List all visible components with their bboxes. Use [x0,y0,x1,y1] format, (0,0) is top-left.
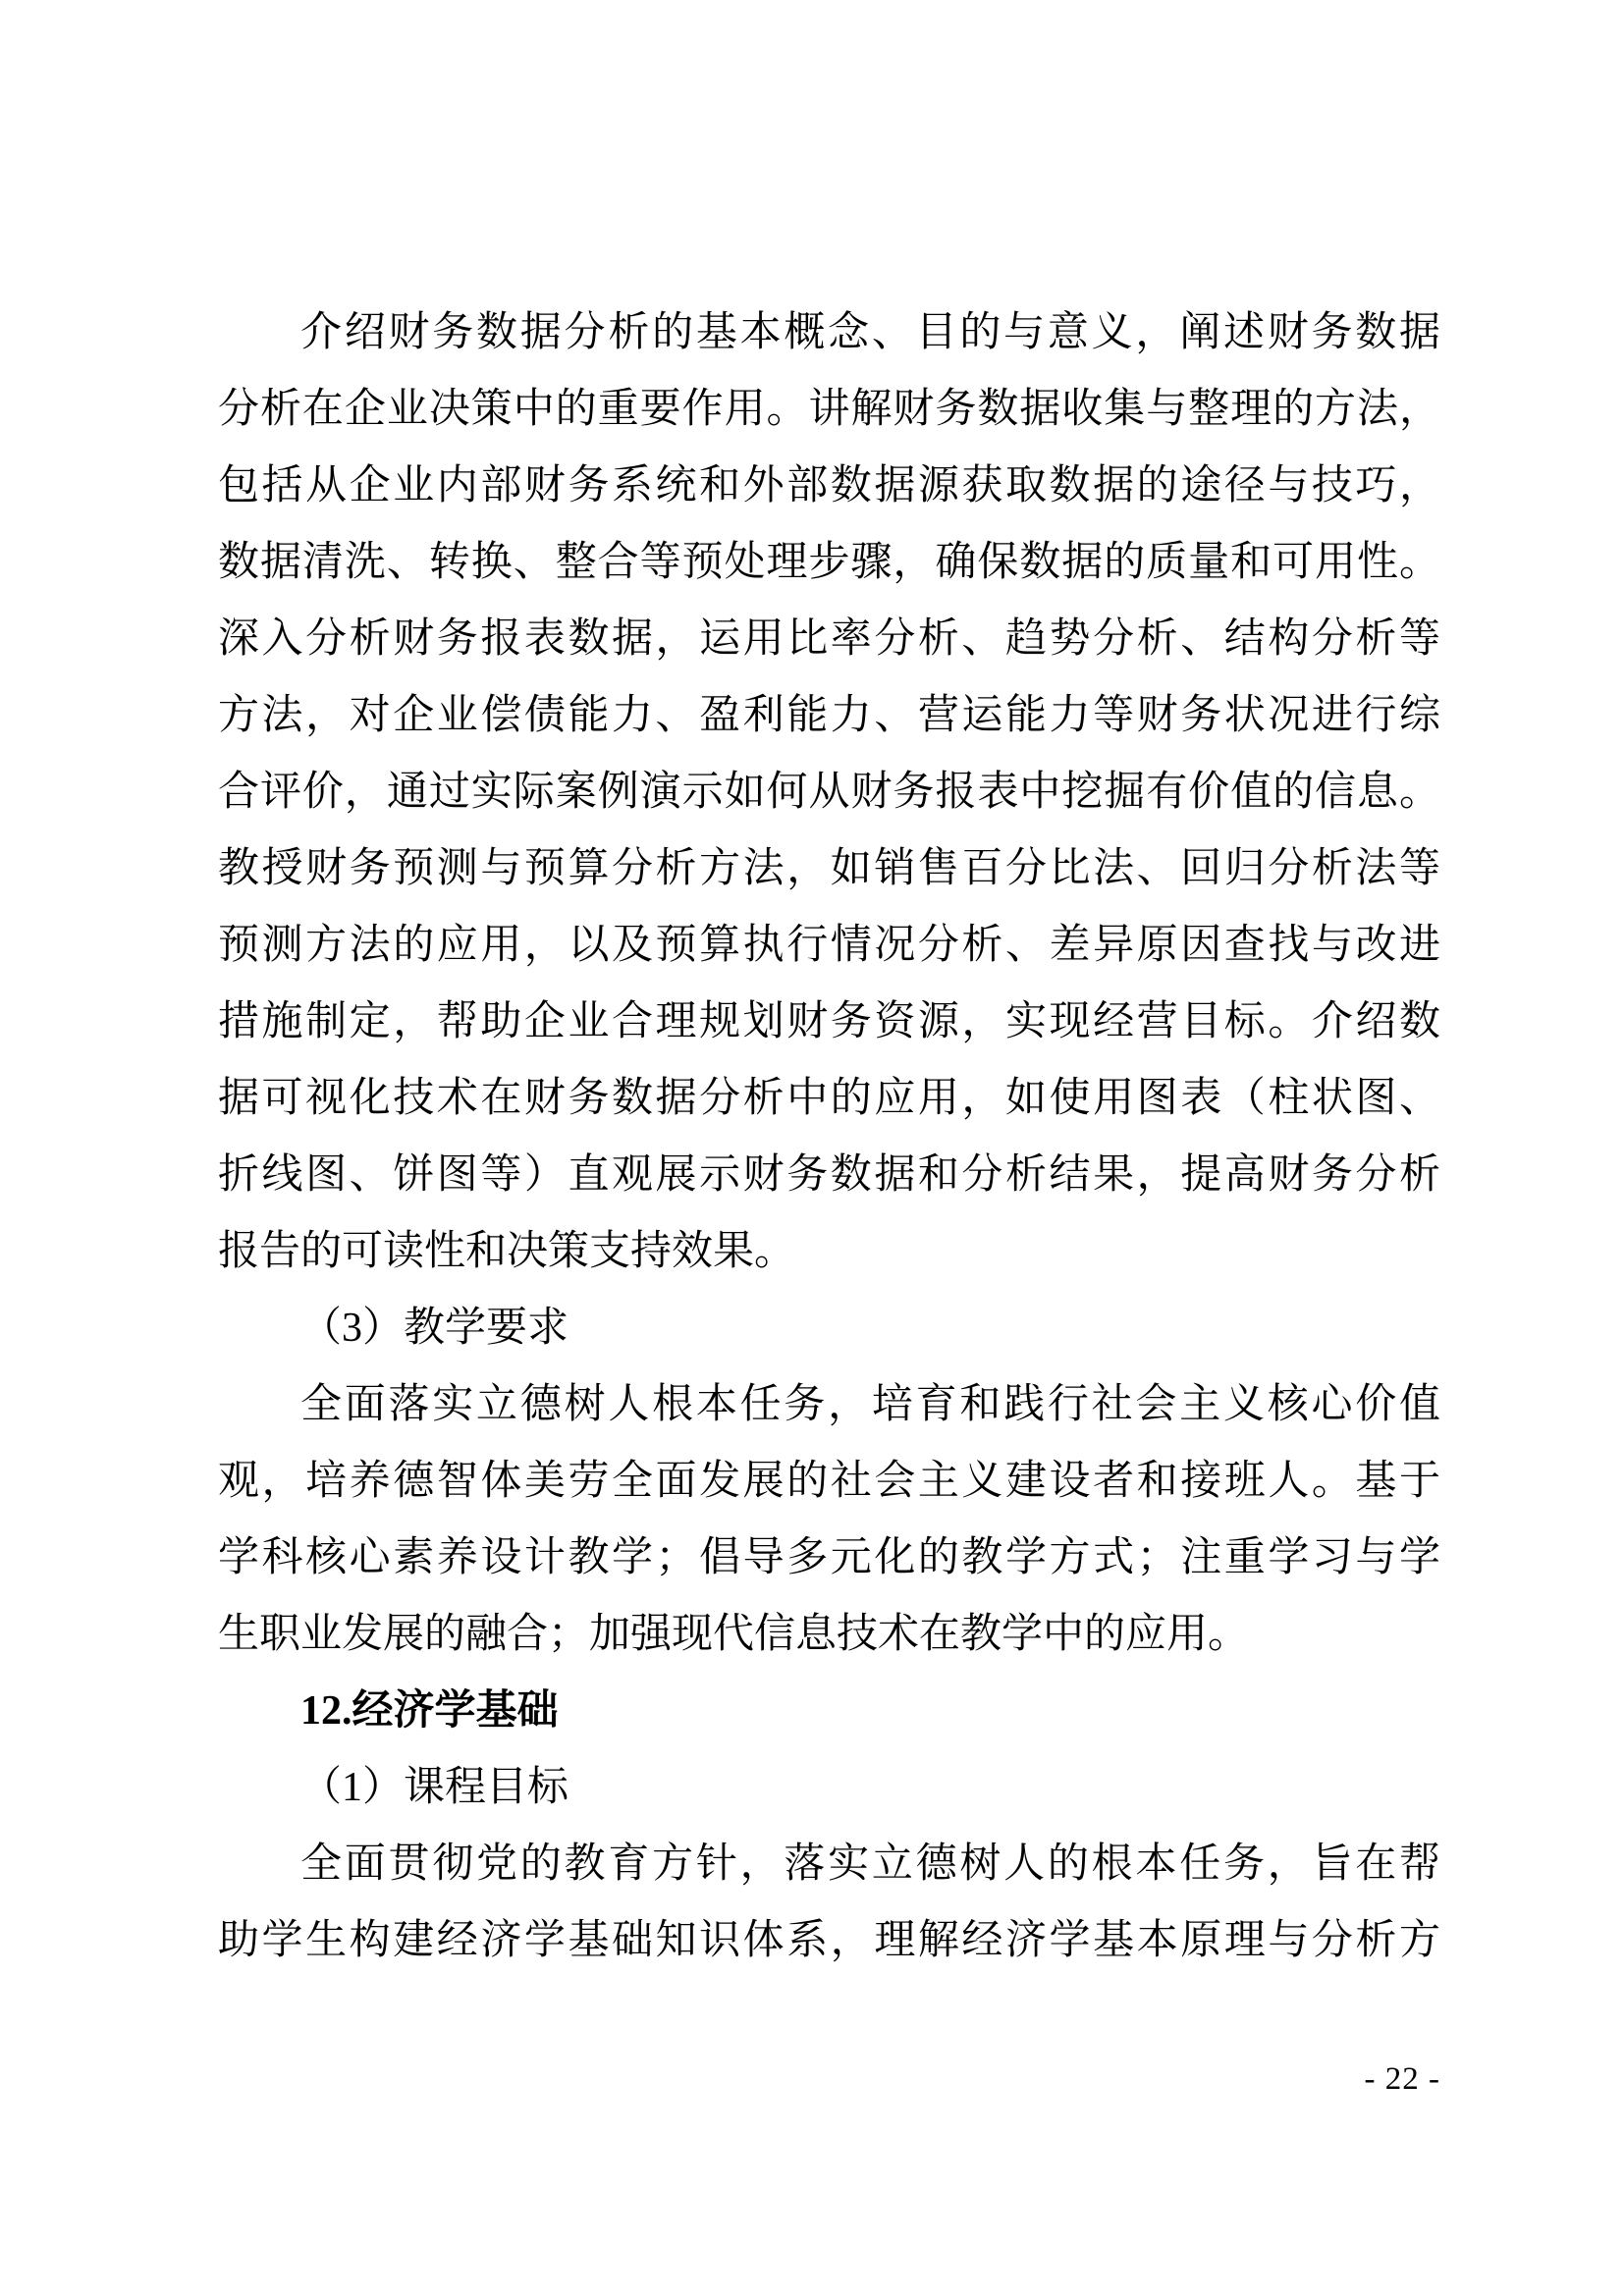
text-line: 全面贯彻党的教育方针，落实立德树人的根本任务，旨在帮 [300,1842,1440,1887]
text-line: 学科核心素养设计教学；倡导多元化的教学方式；注重学习与学 [218,1535,1440,1580]
text-line: 折线图、饼图等）直观展示财务数据和分析结果，提高财务分析 [218,1152,1440,1198]
section-heading-economics-basics: 12.经济学基础 [300,1688,559,1734]
subsection-label-course-objectives: （1）课程目标 [300,1765,569,1810]
text-line: 报告的可读性和决策支持效果。 [218,1229,796,1274]
text-line: 介绍财务数据分析的基本概念、目的与意义，阐述财务数据 [300,310,1440,355]
text-line: 教授财务预测与预算分析方法，如销售百分比法、回归分析法等 [218,846,1440,891]
text-line: 措施制定，帮助企业合理规划财务资源，实现经营目标。介绍数 [218,999,1440,1044]
text-line: 深入分析财务报表数据，运用比率分析、趋势分析、结构分析等 [218,616,1440,662]
text-line: 包括从企业内部财务系统和外部数据源获取数据的途径与技巧， [218,463,1440,508]
text-line: 分析在企业决策中的重要作用。讲解财务数据收集与整理的方法， [218,387,1440,432]
text-line: 预测方法的应用，以及预算执行情况分析、差异原因查找与改进 [218,923,1440,968]
text-line: 助学生构建经济学基础知识体系，理解经济学基本原理与分析方 [218,1918,1440,1963]
text-line: 合评价，通过实际案例演示如何从财务报表中挖掘有价值的信息。 [218,770,1440,815]
document-body [218,294,1440,1979]
text-line: 方法，对企业偿债能力、盈利能力、营运能力等财务状况进行综 [218,693,1440,738]
page-footer [218,2057,1440,2101]
text-line: 全面落实立德树人根本任务，培育和践行社会主义核心价值 [300,1382,1440,1427]
subsection-label-teaching-requirements: （3）教学要求 [300,1306,569,1351]
text-line: 数据清洗、转换、整合等预处理步骤，确保数据的质量和可用性。 [218,540,1440,585]
text-line: 据可视化技术在财务数据分析中的应用，如使用图表（柱状图、 [218,1076,1440,1121]
text-line: 生职业发展的融合；加强现代信息技术在教学中的应用。 [218,1612,1250,1657]
text-line: 观，培养德智体美劳全面发展的社会主义建设者和接班人。基于 [218,1459,1440,1504]
page-number: - 22 - [1364,2061,1440,2097]
